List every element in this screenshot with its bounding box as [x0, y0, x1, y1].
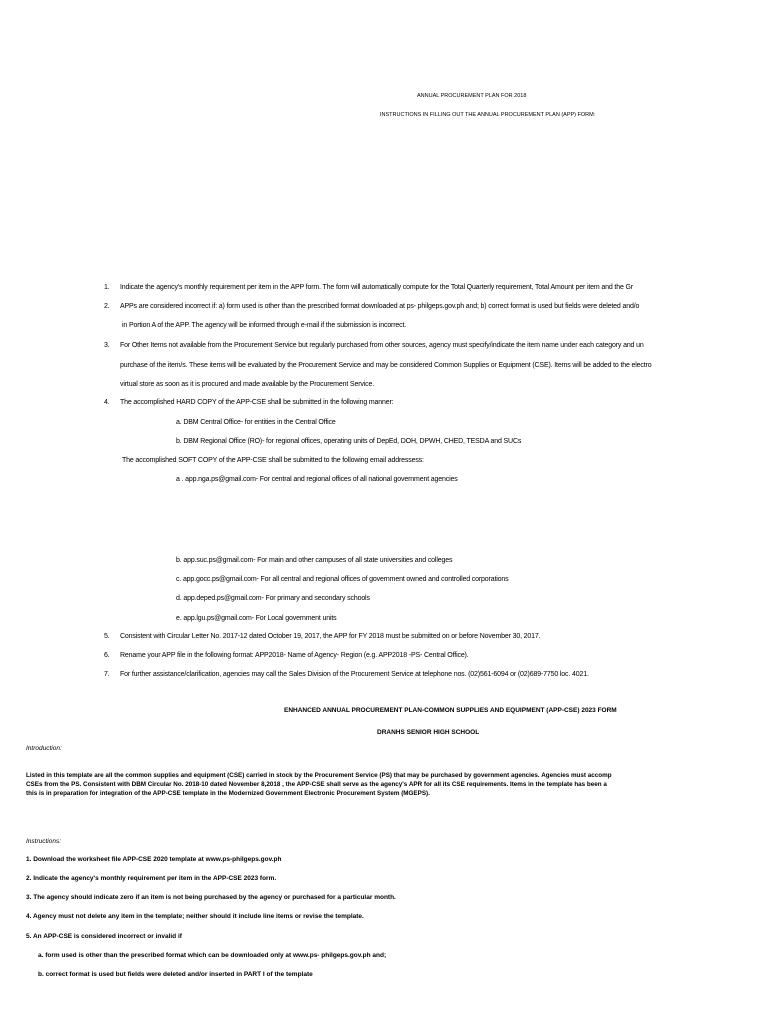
soft-copy-option-c: c. app.gocc.ps@gmail.com- For all central and regional offices of government owned and controlled corporations — [176, 576, 509, 583]
item-number: 3. — [104, 342, 110, 349]
introduction-line-3: this is in preparation for integration of the APP-CSE template in the Modernized Government Electronic Procurement System (MGEPS). — [26, 790, 430, 797]
item-text: For further assistance/clarification, agencies may call the Sales Division of the Procurement Service at telephone nos. (02)561-6094 or (02)689-7750 loc. 4021. — [120, 671, 589, 678]
instruction-item-4 — [104, 398, 768, 407]
step-4: 4. Agency must not delete any item in the template; neither should it include line items or revise the template. — [26, 913, 364, 920]
step-3: 3. The agency should indicate zero if an item is not being purchased by the agency or purchased for a particular month. — [26, 894, 396, 901]
instruction-item-3 — [104, 341, 768, 350]
step-5-sub-a: a. form used is other than the prescribed format which can be downloaded only at www.ps- philgeps.gov.ph and; — [38, 952, 387, 959]
item-number: 7. — [104, 671, 110, 678]
item-number: 1. — [104, 284, 110, 291]
instruction-item-5 — [104, 632, 540, 641]
soft-copy-option-d: d. app.deped.ps@gmail.com- For primary and secondary schools — [176, 595, 370, 602]
item-text: Consistent with Circular Letter No. 2017-12 dated October 19, 2017, the APP for FY 2018 must be submitted on or before November 30, 2017. — [120, 633, 541, 640]
introduction-line-2: CSEs from the PS. Consistent with DBM Circular No. 2018-10 dated November 8,2018 , the APP-CSE shall serve as the agency's APR for all its CSE requirements. Items in the template has been a — [26, 781, 607, 788]
instruction-item-1 — [104, 283, 768, 292]
item-text: Rename your APP file in the following format: APP2018- Name of Agency- Region (e.g. APP2018 -PS- Central Office). — [120, 652, 469, 659]
item-number: 4. — [104, 399, 110, 406]
instruction-item-6 — [104, 651, 469, 660]
step-2: 2. Indicate the agency's monthly requirement per item in the APP-CSE 2023 form. — [26, 875, 277, 882]
form-2023-title: ENHANCED ANNUAL PROCUREMENT PLAN-COMMON SUPPLIES AND EQUIPMENT (APP-CSE) 2023 FORM — [284, 707, 617, 714]
item-number: 2. — [104, 303, 110, 310]
school-name: DRANHS SENIOR HIGH SCHOOL — [377, 729, 480, 736]
soft-copy-option-e: e. app.lgu.ps@gmail.com- For Local government units — [176, 615, 337, 622]
instruction-item-7 — [104, 670, 589, 679]
soft-copy-option-b: b. app.suc.ps@gmail.com- For main and other campuses of all state universities and colleges — [176, 557, 453, 564]
soft-copy-option-a: a . app.nga.ps@gmail.com- For central and regional offices of all national government agencies — [176, 476, 458, 483]
step-1: 1. Download the worksheet file APP-CSE 2020 template at www.ps-philgeps.gov.ph — [26, 856, 282, 863]
instruction-item-2 — [104, 302, 768, 311]
step-5: 5. An APP-CSE is considered incorrect or invalid if — [26, 933, 182, 940]
item-number: 6. — [104, 652, 110, 659]
introduction-label: Introduction: — [26, 745, 62, 752]
step-5-sub-b: b. correct format is used but fields were deleted and/or inserted in PART I of the template — [38, 971, 313, 978]
soft-copy-intro: The accomplished SOFT COPY of the APP-CSE shall be submitted to the following email addressess: — [122, 457, 424, 464]
item-number: 5. — [104, 633, 110, 640]
item-text: The accomplished HARD COPY of the APP-CSE shall be submitted in the following manner: — [120, 399, 394, 406]
instructions-label: Instructions: — [26, 838, 62, 845]
item-text: For Other Items not available from the Procurement Service but regularly purchased from other sources, agency must specify/indicate the item name under each category and un — [120, 342, 644, 349]
introduction-line-1: Listed in this template are all the common supplies and equipment (CSE) carried in stock by the Procurement Service (PS) that may be purchased by government agencies. Agencies must accomp — [26, 772, 612, 779]
hard-copy-option-b: b. DBM Regional Office (RO)- for regional offices, operating units of DepEd, DOH, DPWH, CHED, TESDA and SUCs — [176, 438, 522, 445]
document-title: ANNUAL PROCUREMENT PLAN FOR 2018 — [417, 93, 527, 99]
item-text: Indicate the agency's monthly requirement per item in the APP form. The form will automatically compute for the Total Quarterly requirement, Total Amount per item and the Gr — [120, 284, 633, 291]
instruction-item-3-cont: virtual store as soon as it is procured and made available by the Procurement Service. — [120, 381, 375, 388]
document-subtitle: INSTRUCTIONS IN FILLING OUT THE ANNUAL PROCUREMENT PLAN (APP) FORM: — [380, 112, 596, 118]
instruction-item-2-cont: in Portion A of the APP. The agency will be informed through e-mail if the submission is incorrect. — [122, 322, 407, 329]
item-text: APPs are considered incorrect if: a) form used is other than the prescribed format downloaded at ps- philgeps.gov.ph and; b) correct format is used but fields were deleted and/o — [120, 303, 640, 310]
instruction-item-3-cont: purchase of the item/s. These items will be evaluated by the Procurement Service and may be considered Common Supplies or Equipment (CSE). Items will be added to the electro — [120, 362, 652, 369]
hard-copy-option-a: a. DBM Central Office- for entities in the Central Office — [176, 419, 336, 426]
